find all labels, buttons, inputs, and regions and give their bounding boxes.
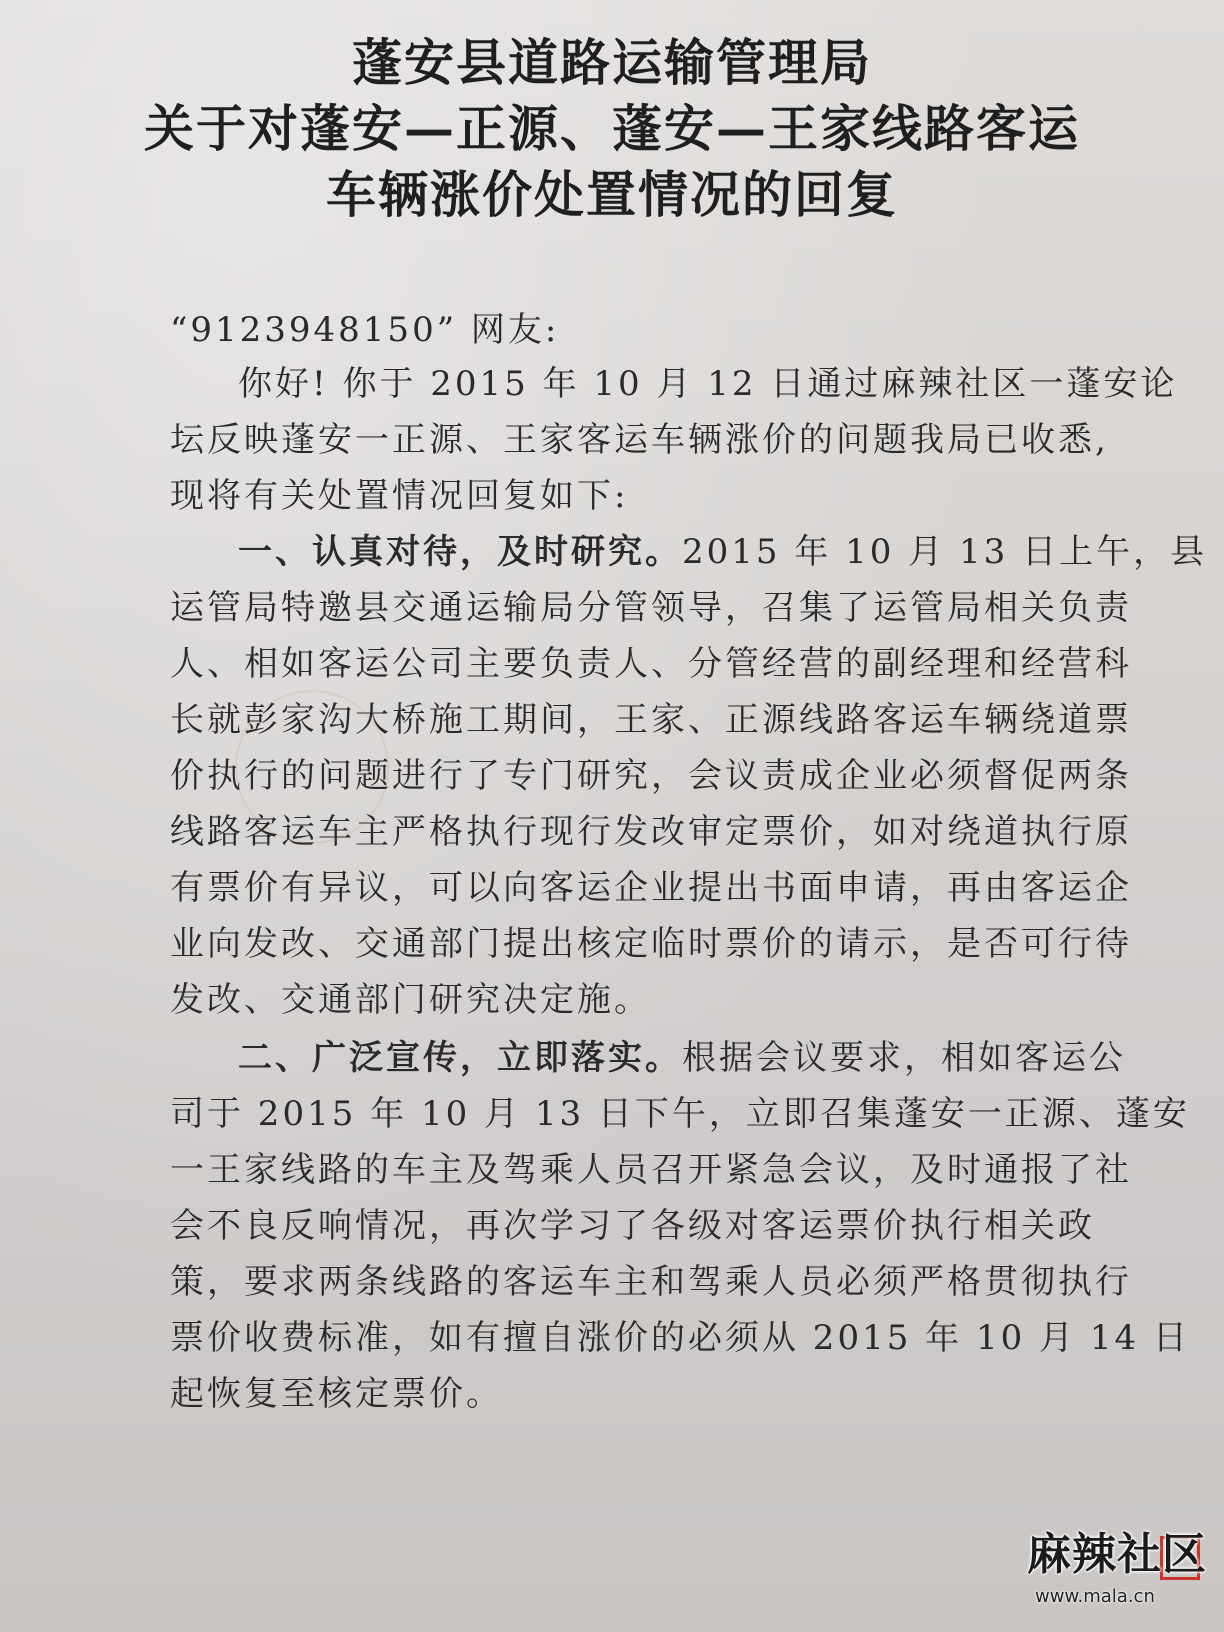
document-title (0, 30, 1224, 228)
paragraph1-line-2: 坛反映蓬安一正源、王家客运车辆涨价的问题我局已收悉, (170, 420, 1109, 460)
site-watermark (1027, 1528, 1207, 1620)
section2-first-line (238, 1036, 1126, 1080)
section1-line: 价执行的问题进行了专门研究，会议责成企业必须督促两条 (170, 756, 1132, 796)
section2-line: 票价收费标准，如有擅自涨价的必须从 2015 年 10 月 14 日 (170, 1318, 1190, 1358)
section2-line: 起恢复至核定票价。 (170, 1374, 503, 1414)
section1-line: 人、相如客运公司主要负责人、分管经营的副经理和经营科 (170, 644, 1132, 684)
section1-line: 运管局特邀县交通运输局分管领导，召集了运管局相关负责 (170, 588, 1132, 628)
salutation: “9123948150” 网友: (170, 310, 560, 350)
section2-line: 一王家线路的车主及驾乘人员召开紧急会议，及时通报了社 (170, 1150, 1132, 1190)
section1-line: 线路客运车主严格执行现行发改审定票价，如对绕道执行原 (170, 812, 1132, 852)
title-line-1: 蓬安县道路运输管理局 (352, 33, 872, 92)
section1-heading: 一、认真对待，及时研究。 (238, 532, 682, 572)
paragraph1-line-3: 现将有关处置情况回复如下: (170, 476, 629, 516)
section2-heading: 二、广泛宣传，立即落实。 (238, 1038, 682, 1078)
watermark-url: www.mala.cn (1035, 1586, 1155, 1607)
section1-line: 发改、交通部门研究决定施。 (170, 980, 651, 1020)
title-line-3: 车辆涨价处置情况的回复 (326, 165, 898, 224)
section1-first-line (238, 530, 1208, 574)
section2-line: 司于 2015 年 10 月 13 日下午，立即召集蓬安一正源、蓬安 (170, 1094, 1190, 1134)
section1-line: 长就彭家沟大桥施工期间，王家、正源线路客运车辆绕道票 (170, 700, 1132, 740)
section1-line: 业向发改、交通部门提出核定临时票价的请示，是否可行待 (170, 924, 1132, 964)
section1-first-line-text: 2015 年 10 月 13 日上午，县 (682, 532, 1208, 572)
section2-line: 会不良反响情况，再次学习了各级对客运票价执行相关政 (170, 1206, 1095, 1246)
section1-line: 有票价有异议，可以向客运企业提出书面申请，再由客运企 (170, 868, 1132, 908)
watermark-logo-text: 麻辣社区 (1027, 1529, 1207, 1580)
title-line-2: 关于对蓬安—正源、蓬安—王家线路客运 (144, 99, 1080, 158)
paragraph1-line-1: 你好! 你于 2015 年 10 月 12 日通过麻辣社区一蓬安论 (238, 364, 1178, 404)
section2-line: 策，要求两条线路的客运车主和驾乘人员必须严格贯彻执行 (170, 1262, 1132, 1302)
section2-first-line-text: 根据会议要求，相如客运公 (682, 1038, 1126, 1078)
